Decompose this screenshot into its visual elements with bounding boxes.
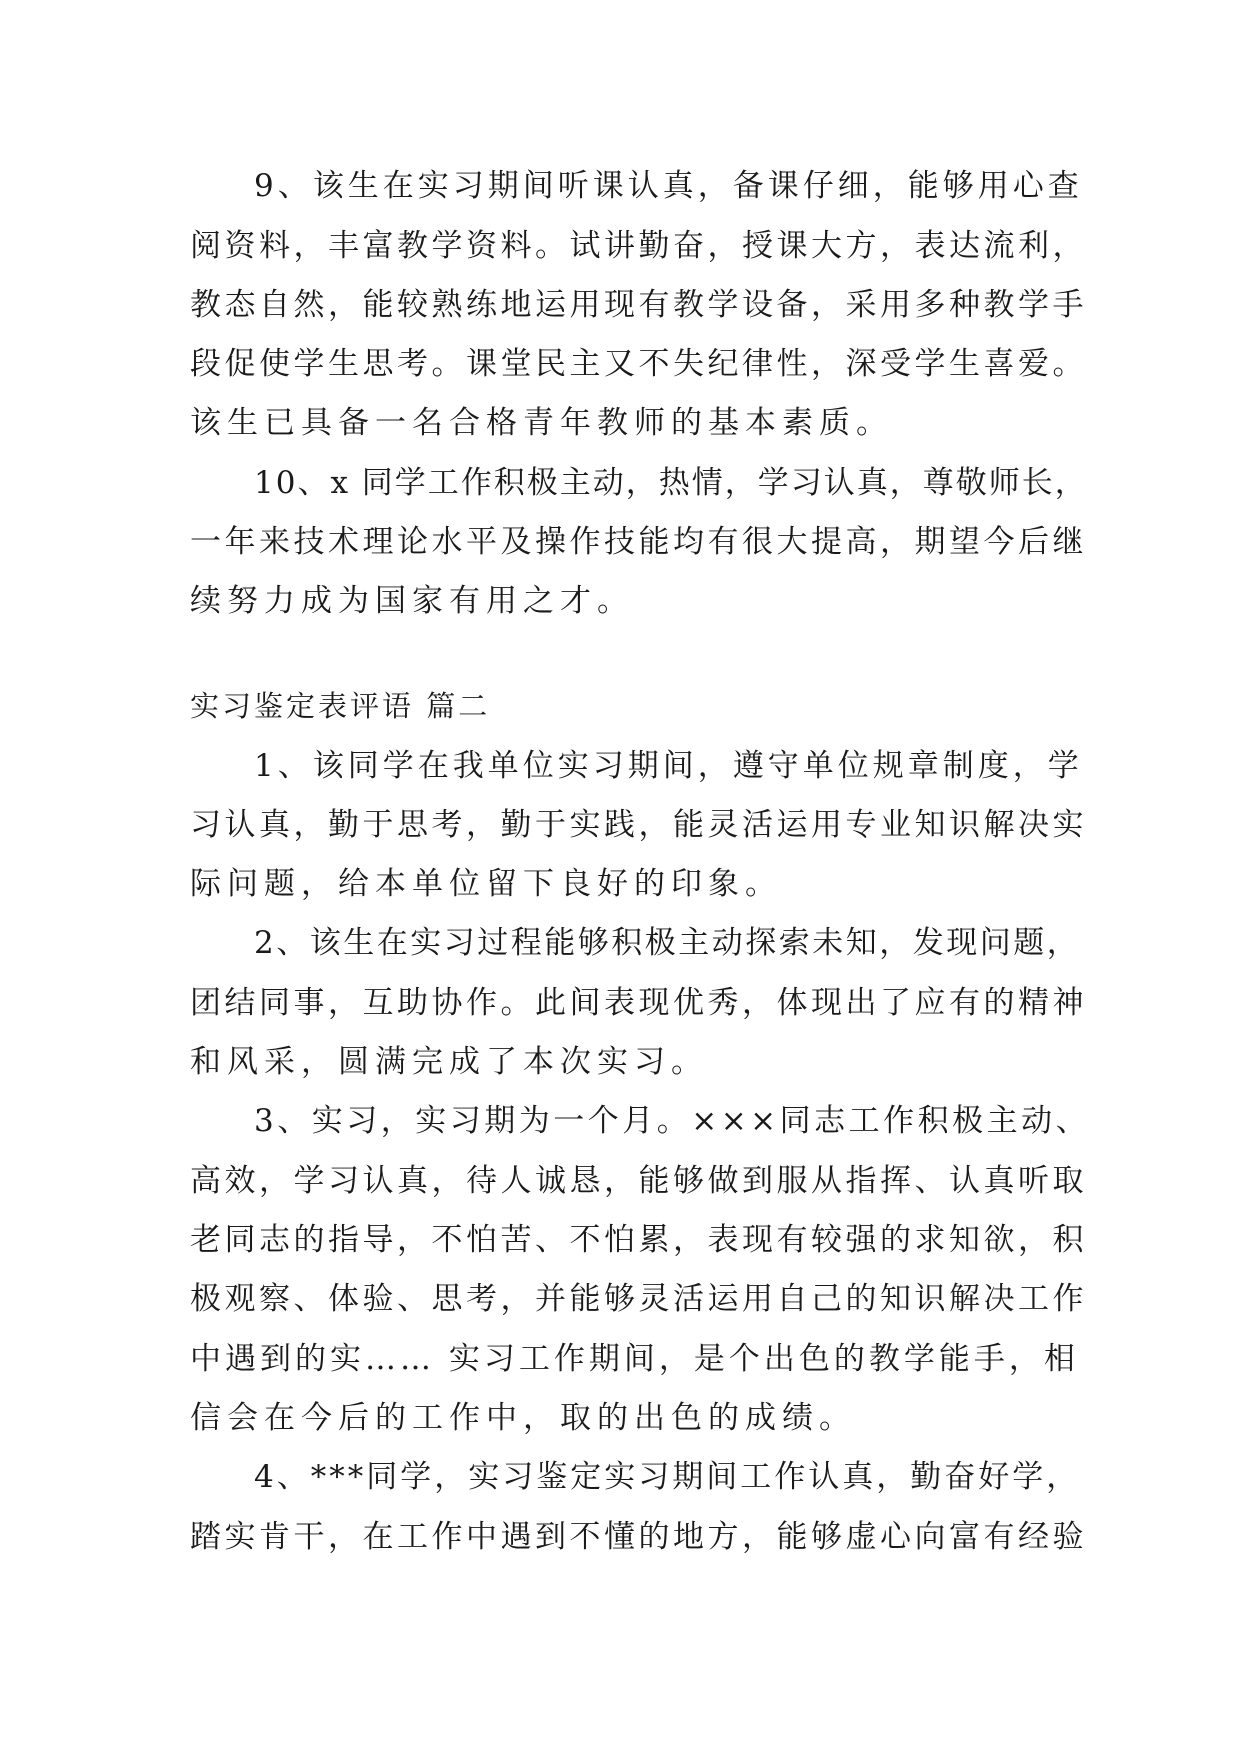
paragraph-10-line-3: 续努力成为国家有用之才。 — [190, 583, 634, 619]
section-paragraph-1-line-3: 际问题，给本单位留下良好的印象。 — [190, 866, 782, 902]
section-paragraph-3-line-5: 中遇到的实…… 实习工作期间，是个出色的教学能手，相 — [190, 1341, 1079, 1377]
section-paragraph-3-line-2: 高效，学习认真，待人诚恳，能够做到服从指挥、认真听取 — [190, 1163, 1087, 1199]
section-paragraph-2-line-2: 团结同事，互助协作。此间表现优秀，体现出了应有的精神 — [190, 985, 1087, 1021]
section-paragraph-2-line-3: 和风采，圆满完成了本次实习。 — [190, 1044, 708, 1080]
section-paragraph-4-line-1: 4、***同学，实习鉴定实习期间工作认真，勤奋好学， — [254, 1459, 1081, 1495]
section-paragraph-3-line-6: 信会在今后的工作中，取的出色的成绩。 — [190, 1400, 856, 1436]
paragraph-10-line-1: 10、x 同学工作积极主动，热情，学习认真，尊敬师长， — [254, 465, 1088, 501]
section-paragraph-1-line-2: 习认真，勤于思考，勤于实践，能灵活运用专业知识解决实 — [190, 807, 1087, 843]
paragraph-9-line-1: 9、该生在实习期间听课认真，备课仔细，能够用心查 — [254, 168, 1083, 204]
paragraph-9-line-3: 教态自然，能较熟练地运用现有教学设备，采用多种教学手 — [190, 287, 1087, 323]
section-paragraph-3-line-4: 极观察、体验、思考，并能够灵活运用自己的知识解决工作 — [190, 1281, 1087, 1317]
section-heading: 实习鉴定表评语 篇二 — [190, 689, 491, 723]
section-paragraph-3-line-3: 老同志的指导，不怕苦、不怕累，表现有较强的求知欲，积 — [190, 1222, 1087, 1258]
section-paragraph-2-line-1: 2、该生在实习过程能够积极主动探索未知，发现问题， — [254, 925, 1081, 961]
section-paragraph-3-line-1: 3、实习，实习期为一个月。×××同志工作积极主动、 — [254, 1103, 1091, 1139]
paragraph-10-line-2: 一年来技术理论水平及操作技能均有很大提高，期望今后继 — [190, 524, 1087, 560]
paragraph-9-line-2: 阅资料，丰富教学资料。试讲勤奋，授课大方，表达流利， — [190, 228, 1087, 264]
section-paragraph-4-line-2: 踏实肯干，在工作中遇到不懂的地方，能够虚心向富有经验 — [190, 1519, 1087, 1555]
paragraph-9-line-5: 该生已具备一名合格青年教师的基本素质。 — [190, 405, 893, 441]
section-paragraph-1-line-1: 1、该同学在我单位实习期间，遵守单位规章制度，学 — [254, 748, 1083, 784]
paragraph-9-line-4: 段促使学生思考。课堂民主又不失纪律性，深受学生喜爱。 — [190, 346, 1087, 382]
